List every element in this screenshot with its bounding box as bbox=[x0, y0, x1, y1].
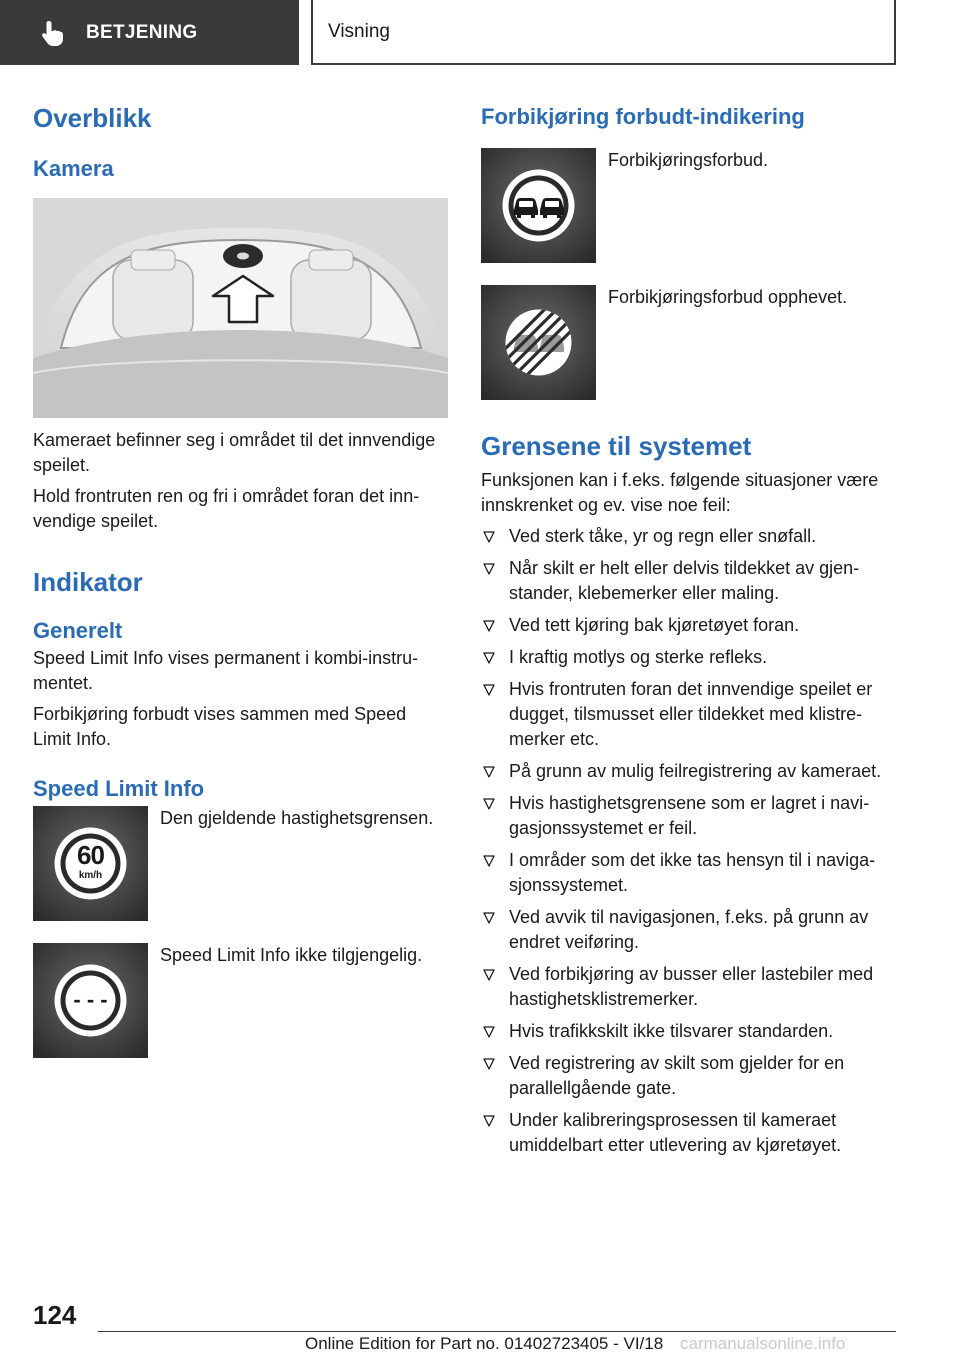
speed-limit-60-sign-icon bbox=[33, 806, 148, 921]
limits-bullet-item bbox=[481, 645, 901, 670]
triangle-bullet-icon bbox=[483, 912, 495, 924]
triangle-bullet-icon bbox=[483, 531, 495, 543]
limits-bullet-text: Ved tett kjøring bak kjøretøyet foran. bbox=[509, 615, 800, 635]
limits-bullet-text: I områder som det ikke tas hensyn til i navigasjonssystemet. bbox=[509, 850, 876, 895]
camera-location-image bbox=[33, 198, 448, 418]
footer-divider bbox=[98, 1331, 896, 1332]
general-paragraph-1: Speed Limit Info vises permanent i kombi-instrumentet. bbox=[33, 648, 419, 693]
limits-bullet-item bbox=[481, 556, 901, 606]
triangle-bullet-icon bbox=[483, 652, 495, 664]
limits-bullet-item bbox=[481, 677, 901, 752]
limits-bullet-text: Når skilt er helt eller delvis tildekket av gjenstander, klebemerker eller maling. bbox=[509, 558, 860, 603]
limits-bullet-item bbox=[481, 962, 901, 1012]
sign-dashes: - - - bbox=[73, 987, 108, 1012]
limits-bullet-text: Under kalibreringsprosessen til kameraet umiddelbart etter utlevering av kjøretøyet. bbox=[509, 1110, 842, 1155]
triangle-bullet-icon bbox=[483, 855, 495, 867]
triangle-bullet-icon bbox=[483, 1026, 495, 1038]
triangle-bullet-icon bbox=[483, 798, 495, 810]
limits-bullet-text: Hvis frontruten foran det innvendige speilet er dugget, tilsmusset eller tildekket med klistremerker etc. bbox=[509, 679, 873, 749]
heading-indicator: Indikator bbox=[33, 567, 143, 597]
footer-watermark: carmanualsonline.info bbox=[680, 1334, 846, 1353]
limits-bullet-text: På grunn av mulig feilregistrering av kameraet. bbox=[509, 761, 882, 781]
right-column bbox=[481, 101, 901, 1165]
limits-bullet-item bbox=[481, 1108, 901, 1158]
camera-paragraph-2: Hold frontruten ren og fri i området foran det innvendige speilet. bbox=[33, 486, 420, 531]
triangle-bullet-icon bbox=[483, 1115, 495, 1127]
limits-bullet-text: I kraftig motlys og sterke refleks. bbox=[509, 647, 768, 667]
triangle-bullet-icon bbox=[483, 563, 495, 575]
triangle-bullet-icon bbox=[483, 620, 495, 632]
limits-bullet-item bbox=[481, 791, 901, 841]
heading-overview: Overblikk bbox=[33, 103, 152, 133]
overtaking-lifted-item bbox=[481, 285, 901, 400]
limits-bullet-text: Hvis trafikkskilt ikke tilsvarer standarden. bbox=[509, 1021, 834, 1041]
limits-intro: Funksjonen kan i f.eks. følgende situasjoner være innskrenket og ev. vise noe feil: bbox=[481, 470, 879, 515]
limits-bullet-text: Hvis hastighetsgrensene som er lagret i navigasjonssystemet er feil. bbox=[509, 793, 870, 838]
limits-bullet-item bbox=[481, 1051, 901, 1101]
limits-bullet-text: Ved forbikjøring av busser eller lastebiler med hastighetsklistremerker. bbox=[509, 964, 874, 1009]
limits-bullet-item bbox=[481, 524, 901, 549]
overtaking-item-2-text: Forbikjøringsforbud opphevet. bbox=[608, 287, 848, 307]
header-title: Visning bbox=[328, 20, 390, 42]
no-overtaking-sign-icon bbox=[481, 148, 596, 263]
overtaking-item-1-text: Forbikjøringsforbud. bbox=[608, 150, 769, 170]
heading-overtaking: Forbikjøring forbudt-indikering bbox=[481, 104, 805, 129]
triangle-bullet-icon bbox=[483, 766, 495, 778]
limits-bullet-text: Ved sterk tåke, yr og regn eller snøfall. bbox=[509, 526, 817, 546]
limits-bullet-item bbox=[481, 613, 901, 638]
header-section-tab bbox=[0, 0, 299, 65]
hand-pointer-icon bbox=[40, 19, 64, 47]
triangle-bullet-icon bbox=[483, 1058, 495, 1070]
sign-unit: km/h bbox=[78, 870, 103, 881]
limits-bullet-item bbox=[481, 759, 901, 784]
end-no-overtaking-sign-icon bbox=[481, 285, 596, 400]
page-number: 124 bbox=[33, 1300, 77, 1330]
limits-bullet-text: Ved registrering av skilt som gjelder for en parallellgående gate. bbox=[509, 1053, 845, 1098]
heading-speed-limit-info: Speed Limit Info bbox=[33, 776, 205, 801]
limits-bullet-item bbox=[481, 905, 901, 955]
header-title-tab bbox=[311, 0, 896, 65]
footer-edition: Online Edition for Part no. 01402723405 - VI/18 bbox=[305, 1334, 664, 1353]
heading-general: Generelt bbox=[33, 618, 123, 643]
speed-limit-unavailable-sign-icon bbox=[33, 943, 148, 1058]
triangle-bullet-icon bbox=[483, 969, 495, 981]
sli-item-1-text: Den gjeldende hastighetsgrensen. bbox=[160, 808, 434, 828]
sign-number: 60 bbox=[77, 840, 104, 870]
heading-system-limits: Grensene til systemet bbox=[481, 431, 752, 461]
left-column bbox=[33, 100, 448, 1058]
sli-item-current-limit bbox=[33, 806, 448, 921]
limits-bullet-item bbox=[481, 1019, 901, 1044]
heading-camera: Kamera bbox=[33, 156, 114, 181]
header-section-label: BETJENING bbox=[86, 21, 198, 43]
triangle-bullet-icon bbox=[483, 684, 495, 696]
limits-bullet-item bbox=[481, 848, 901, 898]
camera-paragraph-1: Kameraet befinner seg i området til det innvendige speilet. bbox=[33, 430, 436, 475]
sli-item-2-text: Speed Limit Info ikke tilgjengelig. bbox=[160, 945, 423, 965]
limits-bullet-text: Ved avvik til navigasjonen, f.eks. på grunn av endret veiføring. bbox=[509, 907, 869, 952]
sli-item-unavailable bbox=[33, 943, 448, 1058]
overtaking-prohibited-item bbox=[481, 148, 901, 263]
limits-bullet-list bbox=[481, 524, 901, 1158]
general-paragraph-2: Forbikjøring forbudt vises sammen med Speed Limit Info. bbox=[33, 704, 407, 749]
